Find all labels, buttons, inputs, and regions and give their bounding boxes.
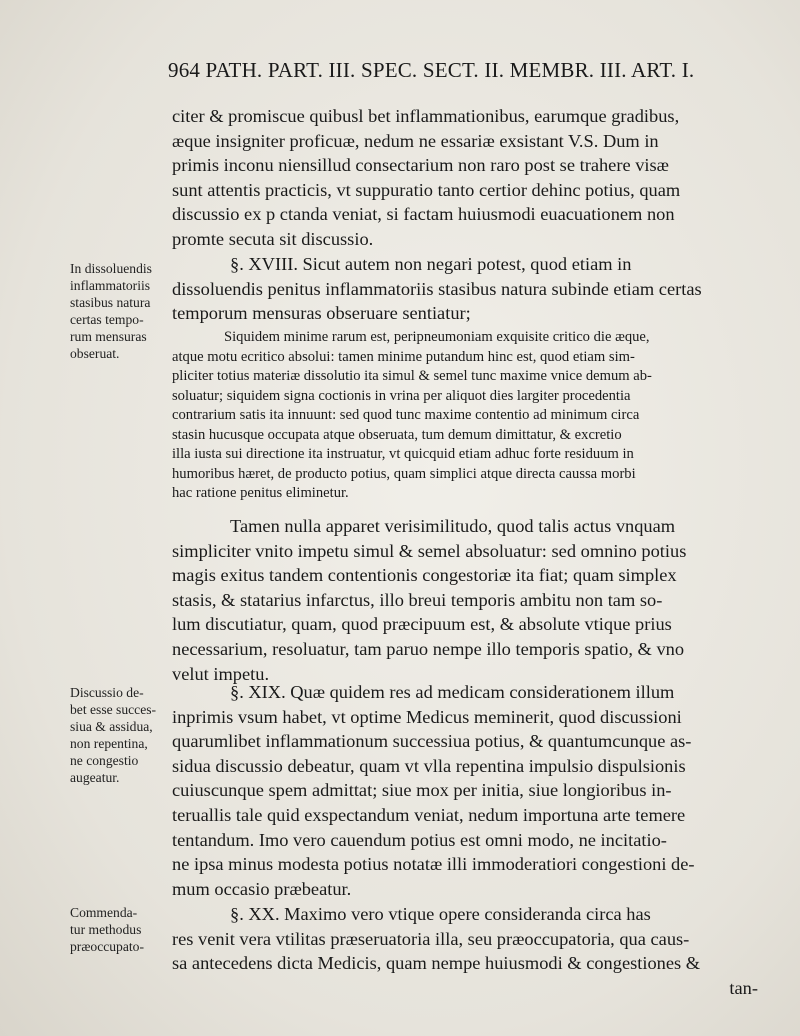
- text-line: sa antecedens dicta Medicis, quam nempe huiusmodi & congestiones &: [172, 953, 701, 974]
- text-line: §. XVIII. Sicut autem non negari potest, quod etiam in: [230, 254, 632, 274]
- marginal-note-discussio: [70, 684, 174, 786]
- text-line: simpliciter vnito impetu simul & semel absoluatur: sed omnino potius: [172, 540, 687, 561]
- text-line: inprimis vsum habet, vt optime Medicus meminerit, quod discussioni: [172, 706, 682, 727]
- text-line: quarumlibet inflammationum successiua potius, & quantumcunque as-: [172, 731, 692, 752]
- text-line: humoribus hæret, de producto potius, quam simplici atque directa caussa morbi: [172, 465, 636, 482]
- text-line: mum occasio præbeatur.: [172, 878, 352, 899]
- margin-line: bet esse succes-: [70, 702, 157, 717]
- text-line: illa iusta sui directione ita instruatur, vt quicquid etiam adhuc forte residuum in: [172, 446, 634, 462]
- text-line: magis exitus tandem contentionis congestoriæ ita fiat; quam simplex: [172, 565, 677, 586]
- margin-line: tur methodus: [70, 922, 142, 937]
- section-xix: [172, 680, 764, 901]
- text-line: teruallis tale quid exspectandum veniat, nedum importuna arte temere: [172, 804, 686, 825]
- text-line: æque insigniter proficuæ, nedum ne essariæ exsistant V.S. Dum in: [172, 130, 659, 151]
- paragraph-tamen: [172, 514, 764, 686]
- text-line: §. XX. Maximo vero vtique opere consideranda circa has: [230, 904, 651, 924]
- text-line: cuiuscunque spem admittat; siue mox per initia, siue longioribus in-: [172, 780, 672, 801]
- text-line: contrarium satis ita innuunt: sed quod tunc maxime contentio ad minimum circa: [172, 407, 640, 423]
- catchword: tan-: [729, 977, 758, 998]
- text-line: soluatur; siquidem signa coctionis in vrina per aliquot dies largiter procedentia: [172, 387, 631, 404]
- text-line: ne ipsa minus modesta potius notatæ illi immoderatiori congestioni de-: [172, 854, 695, 875]
- text-line: pliciter totius materiæ dissolutio ita simul & semel tunc maxime vnice demum ab-: [172, 368, 652, 384]
- margin-line: rum mensuras: [70, 329, 147, 344]
- text-line: dissoluendis penitus inflammatoriis stasibus natura subinde etiam certas: [172, 278, 702, 299]
- margin-line: certas tempo-: [70, 312, 144, 327]
- margin-line: siua & assidua,: [70, 719, 153, 734]
- text-line: discussio ex p ctanda veniat, si factam huiusmodi euacuationem non: [172, 204, 675, 225]
- margin-line: non repentina,: [70, 736, 148, 751]
- text-line: atque motu ecritico absolui: tamen minime putandum hinc est, quod etiam sim-: [172, 348, 635, 365]
- section-xviii: [172, 252, 764, 326]
- text-line: citer & promiscue quibusl bet inflammationibus, earumque gradibus,: [172, 106, 680, 126]
- section-xviii-note: [172, 328, 764, 504]
- text-line: sidua discussio debeatur, quam vt vlla repentina impulsio dispulsionis: [172, 755, 686, 776]
- text-line: primis inconu niensillud consectarium non raro post se trahere visæ: [172, 155, 669, 176]
- margin-line: stasibus natura: [70, 295, 151, 310]
- page-header: 964 PATH. PART. III. SPEC. SECT. II. MEMBR. III. ART. I.: [168, 58, 695, 82]
- text-line: §. XIX. Quæ quidem res ad medicam considerationem illum: [230, 682, 675, 702]
- paragraph-continuation: [172, 104, 764, 252]
- text-line: tentandum. Imo vero cauendum potius est omni modo, ne incitatio-: [172, 829, 667, 850]
- text-line: Siquidem minime rarum est, peripneumoniam exquisite critico die æque,: [224, 329, 650, 345]
- margin-line: obseruat.: [70, 346, 120, 361]
- margin-line: inflammatoriis: [70, 278, 151, 293]
- text-line: promte secuta sit discussio.: [172, 228, 374, 249]
- text-line: lum discutiatur, quam, quod præcipuum est, & absolute vtique prius: [172, 614, 672, 635]
- margin-line: augeatur.: [70, 770, 120, 785]
- margin-line: ne congestio: [70, 753, 139, 768]
- text-line: sunt attentis practicis, vt suppuratio tanto certior dehinc potius, quam: [172, 179, 681, 200]
- text-line: necessarium, resoluatur, tam paruo nempe illo temporis spatio, & vno: [172, 638, 685, 659]
- margin-line: Commenda-: [70, 905, 138, 920]
- text-line: velut impetu.: [172, 663, 270, 684]
- text-line: hac ratione penitus eliminetur.: [172, 485, 349, 501]
- marginal-note-commendatur: [70, 904, 174, 955]
- text-line: temporum mensuras obseruare sentiatur;: [172, 303, 471, 324]
- margin-line: Discussio de-: [70, 685, 144, 700]
- margin-line: In dissoluendis: [70, 261, 152, 276]
- text-line: stasis, & statarius infarctus, illo breui temporis ambitu non tam so-: [172, 589, 663, 610]
- marginal-note-dissoluendis: [70, 260, 174, 362]
- text-line: res venit vera vtilitas præseruatoria illa, seu præoccupatoria, qua caus-: [172, 928, 690, 949]
- section-xx: [172, 902, 764, 1000]
- text-line: stasin hucusque occupata atque obseruata, tum demum dimittatur, & excretio: [172, 426, 622, 443]
- text-line: Tamen nulla apparet verisimilitudo, quod talis actus vnquam: [230, 516, 676, 536]
- margin-line: præoccupato-: [70, 939, 144, 954]
